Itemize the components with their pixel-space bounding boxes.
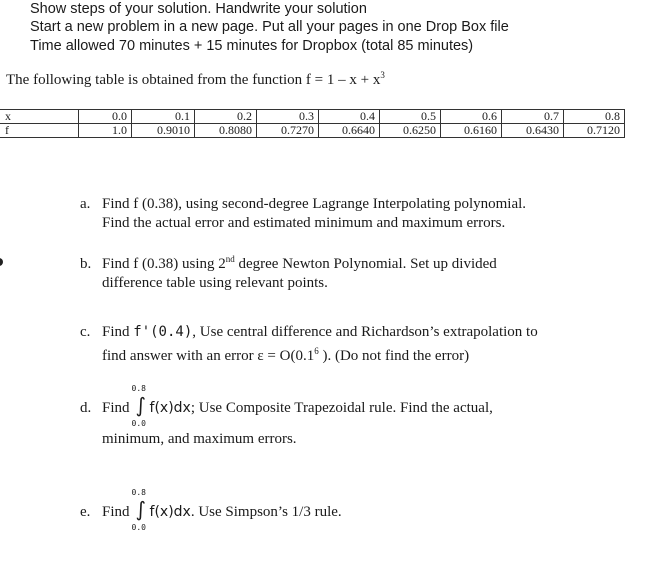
x-cell: 0.3 <box>257 110 319 124</box>
integral-e-upper: 0.8 <box>131 488 146 497</box>
question-d-label: d. <box>80 400 92 416</box>
question-c-line2-sup: 6 <box>314 346 319 356</box>
x-cell: 0.4 <box>319 110 380 124</box>
table-row-x <box>0 110 625 124</box>
f-cell: 0.6160 <box>441 124 502 138</box>
x-cell: 0.8 <box>564 110 625 124</box>
question-e-integrand: f(x)dx <box>149 504 191 520</box>
question-a-label: a. <box>80 196 91 212</box>
integral-e <box>131 488 150 532</box>
instruction-time: Time allowed 70 minutes + 15 minutes for Dropbox (total 85 minutes) <box>30 38 474 54</box>
f-cell: 0.9010 <box>132 124 195 138</box>
question-d <box>80 384 493 449</box>
question-d-find: Find <box>102 400 130 416</box>
x-cell: 0.5 <box>380 110 441 124</box>
question-b <box>80 250 497 293</box>
question-c-expr: f'(0.4) <box>133 324 193 340</box>
question-b-label: b. <box>80 256 92 272</box>
f-cell: 0.6430 <box>502 124 564 138</box>
question-c-post: , Use central difference and Richardson’s extrapolation to <box>192 324 538 340</box>
integral-sign-icon: ∫ <box>135 393 146 417</box>
question-d-line2: minimum, and maximum errors. <box>102 431 297 447</box>
intro-text <box>6 70 385 89</box>
f-cell: 0.7120 <box>564 124 625 138</box>
row-label-f: f <box>0 124 79 138</box>
instruction-steps: Show steps of your solution. Handwrite your solution <box>30 1 367 17</box>
question-c-line2-pre: find answer with an error ε = O(0.1 <box>102 348 315 364</box>
x-cell: 0.2 <box>195 110 257 124</box>
question-b-line2: difference table using relevant points. <box>102 275 328 291</box>
instruction-new-page: Start a new problem in a new page. Put all your pages in one Drop Box file <box>30 19 509 35</box>
f-cell: 0.6640 <box>319 124 380 138</box>
question-c-line2-post: ). (Do not find the error) <box>318 348 470 364</box>
question-a-line2: Find the actual error and estimated minimum and maximum errors. <box>102 215 506 231</box>
table-row-f <box>0 124 625 138</box>
question-c-label: c. <box>80 324 91 340</box>
x-cell: 0.1 <box>132 110 195 124</box>
intro-exponent: 3 <box>380 70 385 80</box>
f-cell: 0.7270 <box>257 124 319 138</box>
question-e-post: . Use Simpson’s 1/3 rule. <box>190 504 342 520</box>
integral-e-lower: 0.0 <box>131 523 146 532</box>
integral-d <box>131 384 150 428</box>
integral-d-upper: 0.8 <box>131 384 146 393</box>
f-cell: 0.8080 <box>195 124 257 138</box>
integral-sign-icon: ∫ <box>135 497 146 521</box>
question-c-find: Find <box>102 324 134 340</box>
question-b-post: degree Newton Polynomial. Set up divided <box>234 256 497 272</box>
question-e <box>80 488 342 532</box>
question-a <box>80 195 526 233</box>
question-b-pre: Find f (0.38) using 2 <box>102 256 226 272</box>
x-cell: 0.6 <box>441 110 502 124</box>
f-cell: 0.6250 <box>380 124 441 138</box>
question-c <box>80 323 538 366</box>
integral-d-lower: 0.0 <box>131 419 146 428</box>
question-e-find: Find <box>102 504 130 520</box>
question-d-integrand: f(x)dx <box>149 400 191 416</box>
question-a-line1: Find f (0.38), using second-degree Lagrange Interpolating polynomial. <box>102 196 527 212</box>
question-e-label: e. <box>80 504 91 520</box>
row-label-x: x <box>0 110 79 124</box>
function-table <box>0 109 625 138</box>
question-d-post: ; Use Composite Trapezoidal rule. Find the actual, <box>190 400 493 416</box>
margin-mark <box>0 258 3 266</box>
question-b-sup: nd <box>225 254 235 264</box>
x-cell: 0.7 <box>502 110 564 124</box>
x-cell: 0.0 <box>79 110 132 124</box>
f-cell: 1.0 <box>79 124 132 138</box>
intro-main: The following table is obtained from the function f = 1 – x + x <box>6 72 381 88</box>
